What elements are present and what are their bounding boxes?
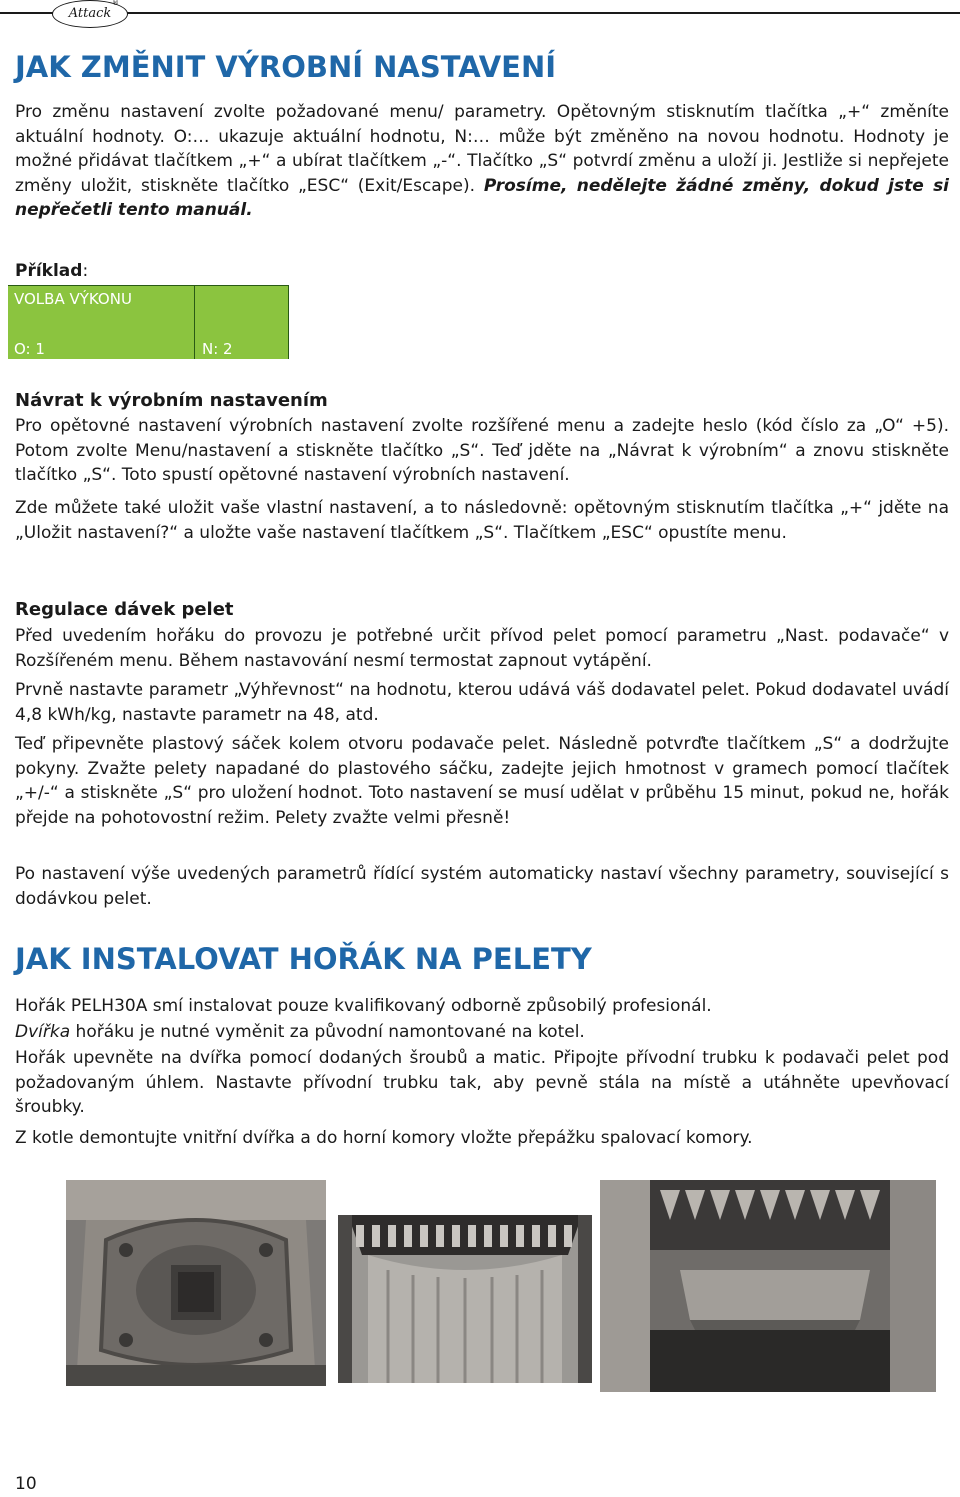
registered-mark: ® bbox=[112, 0, 119, 7]
factory-reset-paragraph-2: Zde můžete také uložit vaše vlastní nastavení, a to následovně: opětovným stisknutím tlačítka „+“ jděte na „Uložit nastavení?“ a uložte vaše nastavení tlačítkem „S“. Tlačítkem „ESC“ opustíte menu. bbox=[15, 498, 949, 543]
header-rule bbox=[0, 12, 960, 14]
pellet-dosing-paragraph-4: Po nastavení výše uvedených parametrů řídící systém automaticky nastaví všechny parametry, související s dodávkou pelet. bbox=[15, 864, 949, 909]
install-paragraph-2: Dvířka hořáku je nutné vyměnit za původní namontované na kotel. bbox=[15, 1022, 585, 1042]
install-paragraph-1: Hořák PELH30A smí instalovat pouze kvalifikovaný odborně způsobilý profesionál. bbox=[15, 996, 712, 1016]
install-paragraph-3: Hořák upevněte na dvířka pomocí dodaných šroubů a matic. Připojte přívodní trubku k podavači pelet pod požadovaným úhlem. Nastavte přívodní trubku tak, aby pevně stála na místě a utáhněte upevňovací šroubky. bbox=[15, 1048, 949, 1117]
heading-factory-reset: Návrat k výrobním nastavením bbox=[15, 390, 328, 411]
section-title-factory-settings: JAK ZMĚNIT VÝROBNÍ NASTAVENÍ bbox=[15, 50, 557, 84]
lcd-old-value: O: 1 bbox=[14, 340, 45, 358]
example-label: Příklad: bbox=[15, 261, 89, 281]
heading-pellet-dosing: Regulace dávek pelet bbox=[15, 599, 234, 620]
factory-reset-paragraph-1: Pro opětovné nastavení výrobních nastavení zvolte rozšířené menu a zadejte heslo (kód číslo za „O“ +5). Potom zvolte Menu/nastavení a stiskněte tlačítko „S“. Teď jděte na „Návrat k výrobním“ a znovu stiskněte tlačítko „S“. Toto spustí opětovné nastavení výrobních nastavení. bbox=[15, 416, 949, 485]
section-title-install-burner: JAK INSTALOVAT HOŘÁK NA PELETY bbox=[15, 942, 592, 976]
photo-combustion-chamber bbox=[338, 1215, 592, 1383]
photo-chamber-baffle bbox=[600, 1180, 936, 1392]
lcd-display bbox=[8, 285, 289, 359]
page-number: 10 bbox=[15, 1474, 37, 1494]
intro-paragraph: Pro změnu nastavení zvolte požadované menu/ parametry. Opětovným stisknutím tlačítka „+“ změníte aktuální hodnoty. O:… ukazuje aktuální hodnotu, N:… může být změněno na novou hodnotu. Hodnoty je možné přidávat tlačítkem „+“ a ubírat tlačítkem „-“. Tlačítko „S“ potvrdí změnu a uloží ji. Jestliže si nepřejete změny uložit, stiskněte tlačítko „ESC“ (Exit/Escape). Prosíme, nedělejte žádné změny, dokud jste si nepřečetli tento manuál. bbox=[15, 102, 950, 220]
lcd-divider bbox=[194, 286, 195, 359]
pellet-dosing-paragraph-2: Prvně nastavte parametr „Výhřevnost“ na hodnotu, kterou udává váš dodavatel pelet. Pokud dodavatel uvádí 4,8 kWh/kg, nastavte parametr na 48, atd. bbox=[15, 680, 949, 725]
install-paragraph-4: Z kotle demontujte vnitřní dvířka a do horní komory vložte přepážku spalovací komory. bbox=[15, 1128, 753, 1148]
warning-text: Prosíme, nedělejte žádné změny, dokud jste si nepřečetli tento manuál. bbox=[15, 175, 950, 220]
pellet-dosing-paragraph-1: Před uvedením hořáku do provozu je potřebné určit přívod pelet pomocí parametru „Nast. podavače“ v Rozšířeném menu. Během nastavování nesmí termostat zapnout vytápění. bbox=[15, 626, 949, 671]
photo-burner-door bbox=[66, 1180, 326, 1386]
lcd-new-value: N: 2 bbox=[202, 340, 233, 358]
lcd-line-menu: VOLBA VÝKONU bbox=[14, 290, 132, 308]
brand-logo: Attack bbox=[52, 0, 128, 28]
pellet-dosing-paragraph-3: Teď připevněte plastový sáček kolem otvoru podavače pelet. Následně potvrďte tlačítkem „S“ a dodržujte pokyny. Zvažte pelety napadané do plastového sáčku, zadejte jejich hmotnost v gramech pomocí tlačítek „+/-“ a stiskněte „S“ pro uložení hodnot. Toto nastavení se musí udělat v průběhu 15 minut, pokud ne, hořák přejde na pohotovostní režim. Pelety zvažte velmi přesně! bbox=[15, 734, 949, 828]
